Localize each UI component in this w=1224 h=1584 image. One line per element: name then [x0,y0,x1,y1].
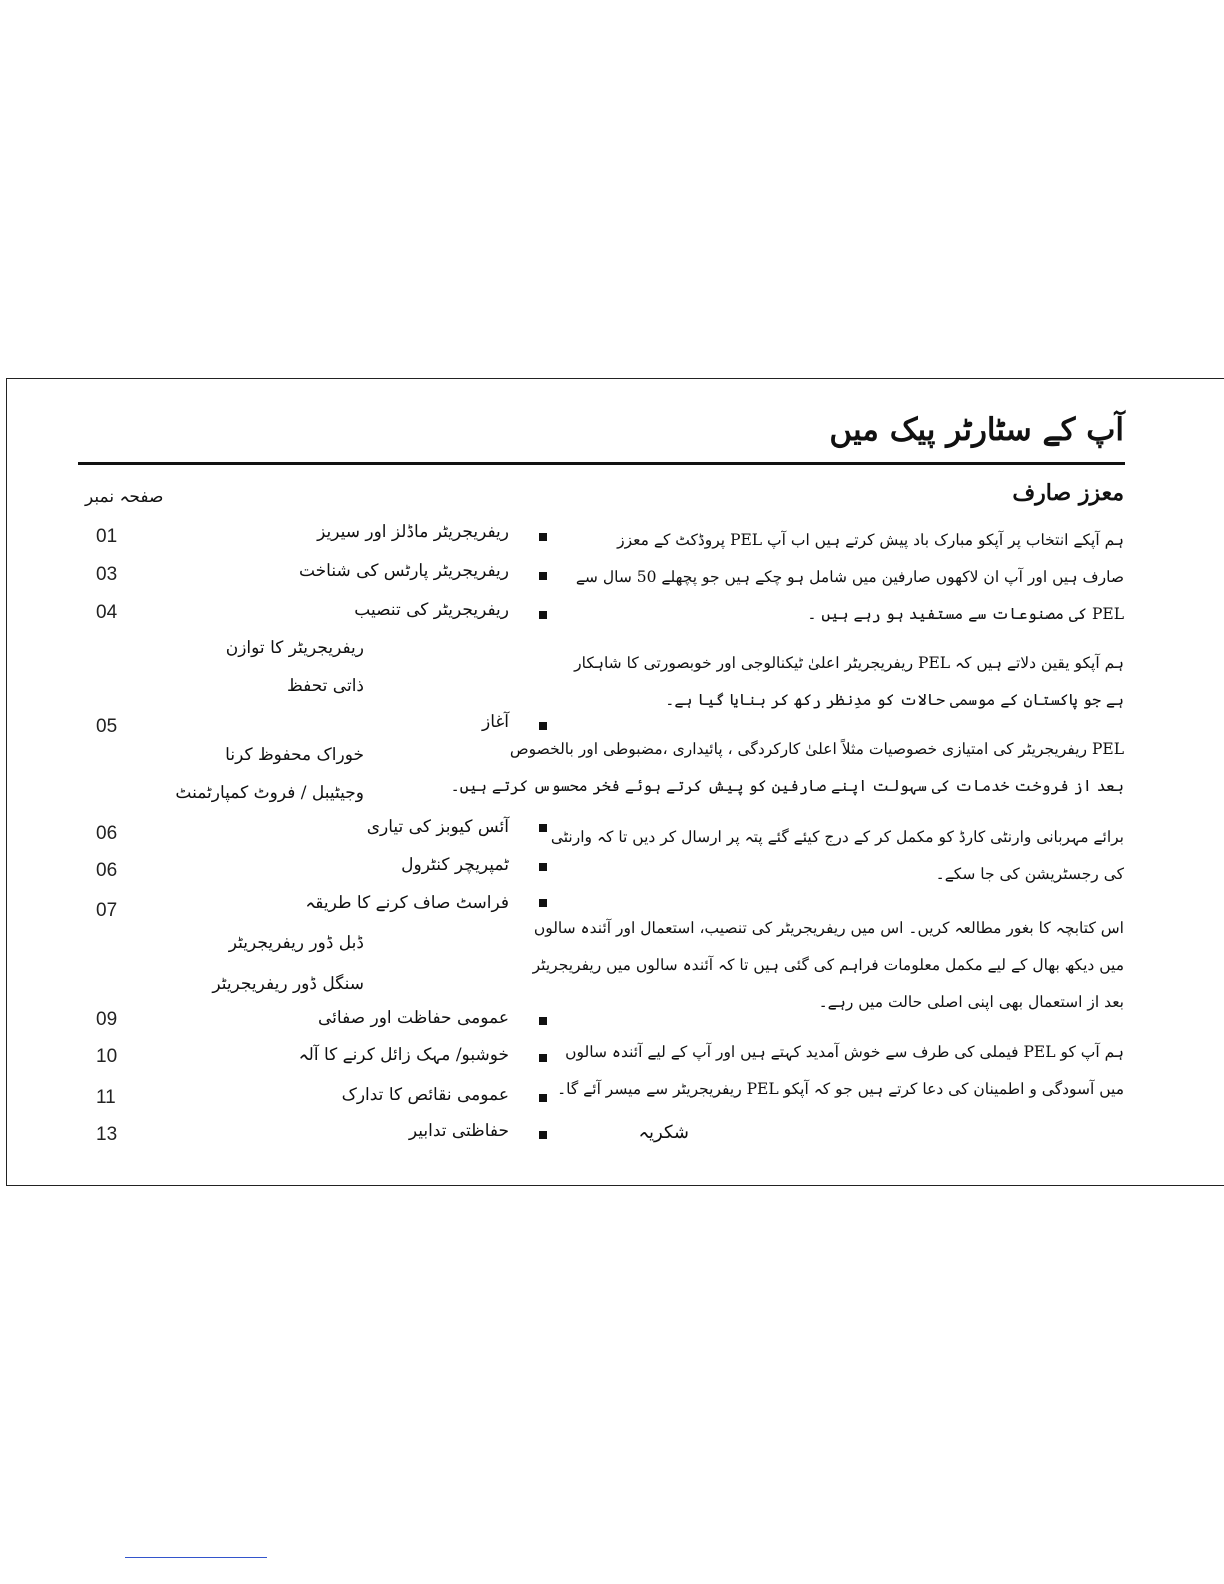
bullet-icon [539,1054,547,1062]
footer-link-underline [125,1557,267,1558]
page-number-header: صفحہ نمبر [85,487,164,507]
bullet-icon [539,572,547,580]
bullet-icon [539,533,547,541]
toc-label: عمومی نقائص کا تدارک [341,1085,509,1105]
paragraph-line: میں دیکھ بھال کے لیے مکمل معلومات فراہم کی گئی ہیں تا کہ آئندہ سالوں میں ریفریجریٹر [532,956,1124,974]
paragraph-line: بعد از فروخت خدمات کی سہولت اپنے صارفین کو پیش کرتے ہوئے فخر محسوس کرتے ہیں۔ [450,777,1124,795]
toc-label: آئس کیوبز کی تیاری [366,817,509,837]
toc-page-number: 11 [96,1087,116,1108]
toc-label: ریفریجریٹر پارٹس کی شناخت [298,561,509,581]
sign-off: شکریہ [638,1122,689,1143]
title-divider [78,462,1125,465]
toc-sublabel: خوراک محفوظ کرنا [225,745,364,765]
toc-sublabel: سنگل ڈور ریفریجریٹر [212,974,364,994]
toc-sublabel: ڈبل ڈور ریفریجریٹر [228,933,364,953]
toc-sublabel: ریفریجریٹر کا توازن [225,638,364,658]
toc-page-number: 07 [96,900,118,921]
toc-page-number: 04 [96,602,118,623]
toc-sublabel: ذاتی تحفظ [286,676,364,696]
paragraph-line: میں آسودگی و اطمینان کی دعا کرتے ہیں جو کہ آپکو PEL ریفریجریٹر سے میسر آئے گا۔ [557,1080,1124,1098]
toc-page-number: 09 [96,1009,118,1030]
paragraph-line: بعد از استعمال بھی اپنی اصلی حالت میں رہے۔ [818,993,1124,1011]
toc-page-number: 05 [96,716,118,737]
toc-sublabel: وجیٹیبل / فروٹ کمپارٹمنٹ [175,783,364,803]
toc-label: خوشبو/ مہک زائل کرنے کا آلہ [298,1045,509,1065]
paragraph-booklet [532,910,1124,1021]
bullet-icon [539,824,547,832]
toc-page-number: 10 [96,1046,118,1067]
paragraph-line: صارف ہیں اور آپ ان لاکھوں صارفین میں شامل ہو چکے ہیں جو پچھلے 50 سال سے [575,568,1124,586]
bullet-icon [539,1094,547,1102]
toc-page-number: 06 [96,860,118,881]
toc-label: ریفریجریٹر کی تنصیب [354,600,509,620]
toc-label: عمومی حفاظت اور صفائی [317,1008,509,1028]
toc-label: حفاظتی تدابیر [408,1121,509,1141]
toc-label: ریفریجریٹر ماڈلز اور سیریز [317,522,509,542]
toc-label: آغاز [481,712,509,732]
toc-page-number: 06 [96,823,118,844]
paragraph-line: PEL کی مصنوعات سے مستفید ہو رہے ہیں ۔ [807,605,1124,623]
paragraph-line: ہم آپکے انتخاب پر آپکو مبارک باد پیش کرتے ہیں اب آپ PEL پروڈکٹ کے معزز [617,531,1124,549]
toc-page-number: 01 [96,526,118,547]
page-title: آپ کے سٹارٹر پیک میں [829,412,1124,448]
paragraph-welcome [557,1034,1124,1108]
toc-page-number: 03 [96,564,118,585]
paragraph-line: ہے جو پاکستان کے موسمی حالات کو مدِنظر رکھ کر بنایا گیا ہے۔ [665,691,1124,709]
bullet-icon [539,1017,547,1025]
paragraph-line: ہم آپکو یقین دلاتے ہیں کہ PEL ریفریجریٹر اعلیٰ ٹیکنالوجی اور خوبصورتی کا شاہکار [574,654,1124,672]
toc-label: فراسٹ صاف کرنے کا طریقہ [305,893,509,913]
paragraph-line: PEL ریفریجریٹر کی امتیازی خصوصیات مثلاً اعلیٰ کارکردگی ، پائیداری ،مضبوطی اور بالخصوص [509,740,1124,758]
paragraph-technology [574,645,1124,719]
paragraph-line: ہم آپ کو PEL فیملی کی طرف سے خوش آمدید کہتے ہیں اور آپ کے لیے آئندہ سالوں [565,1043,1124,1061]
toc-page-number: 13 [96,1124,118,1145]
paragraph-line: اس کتابچہ کا بغور مطالعہ کریں۔ اس میں ریفریجریٹر کی تنصیب، استعمال اور آئندہ سالوں [533,919,1124,937]
paragraph-congratulations [575,522,1124,633]
bullet-icon [539,863,547,871]
bullet-icon [539,1131,547,1139]
greeting-heading: معزز صارف [1012,480,1124,506]
toc-label: ٹمپریچر کنٹرول [401,855,509,875]
bullet-icon [539,611,547,619]
paragraph-features [450,731,1124,805]
paragraph-warranty [550,819,1124,893]
bullet-icon [539,899,547,907]
paragraph-line: برائے مہربانی وارنٹی کارڈ کو مکمل کر کے درج کیئے گئے پتہ پر ارسال کر دیں تا کہ وارنٹی [550,828,1124,846]
bullet-icon [539,722,547,730]
paragraph-line: کی رجسٹریشن کی جا سکے۔ [935,865,1124,883]
